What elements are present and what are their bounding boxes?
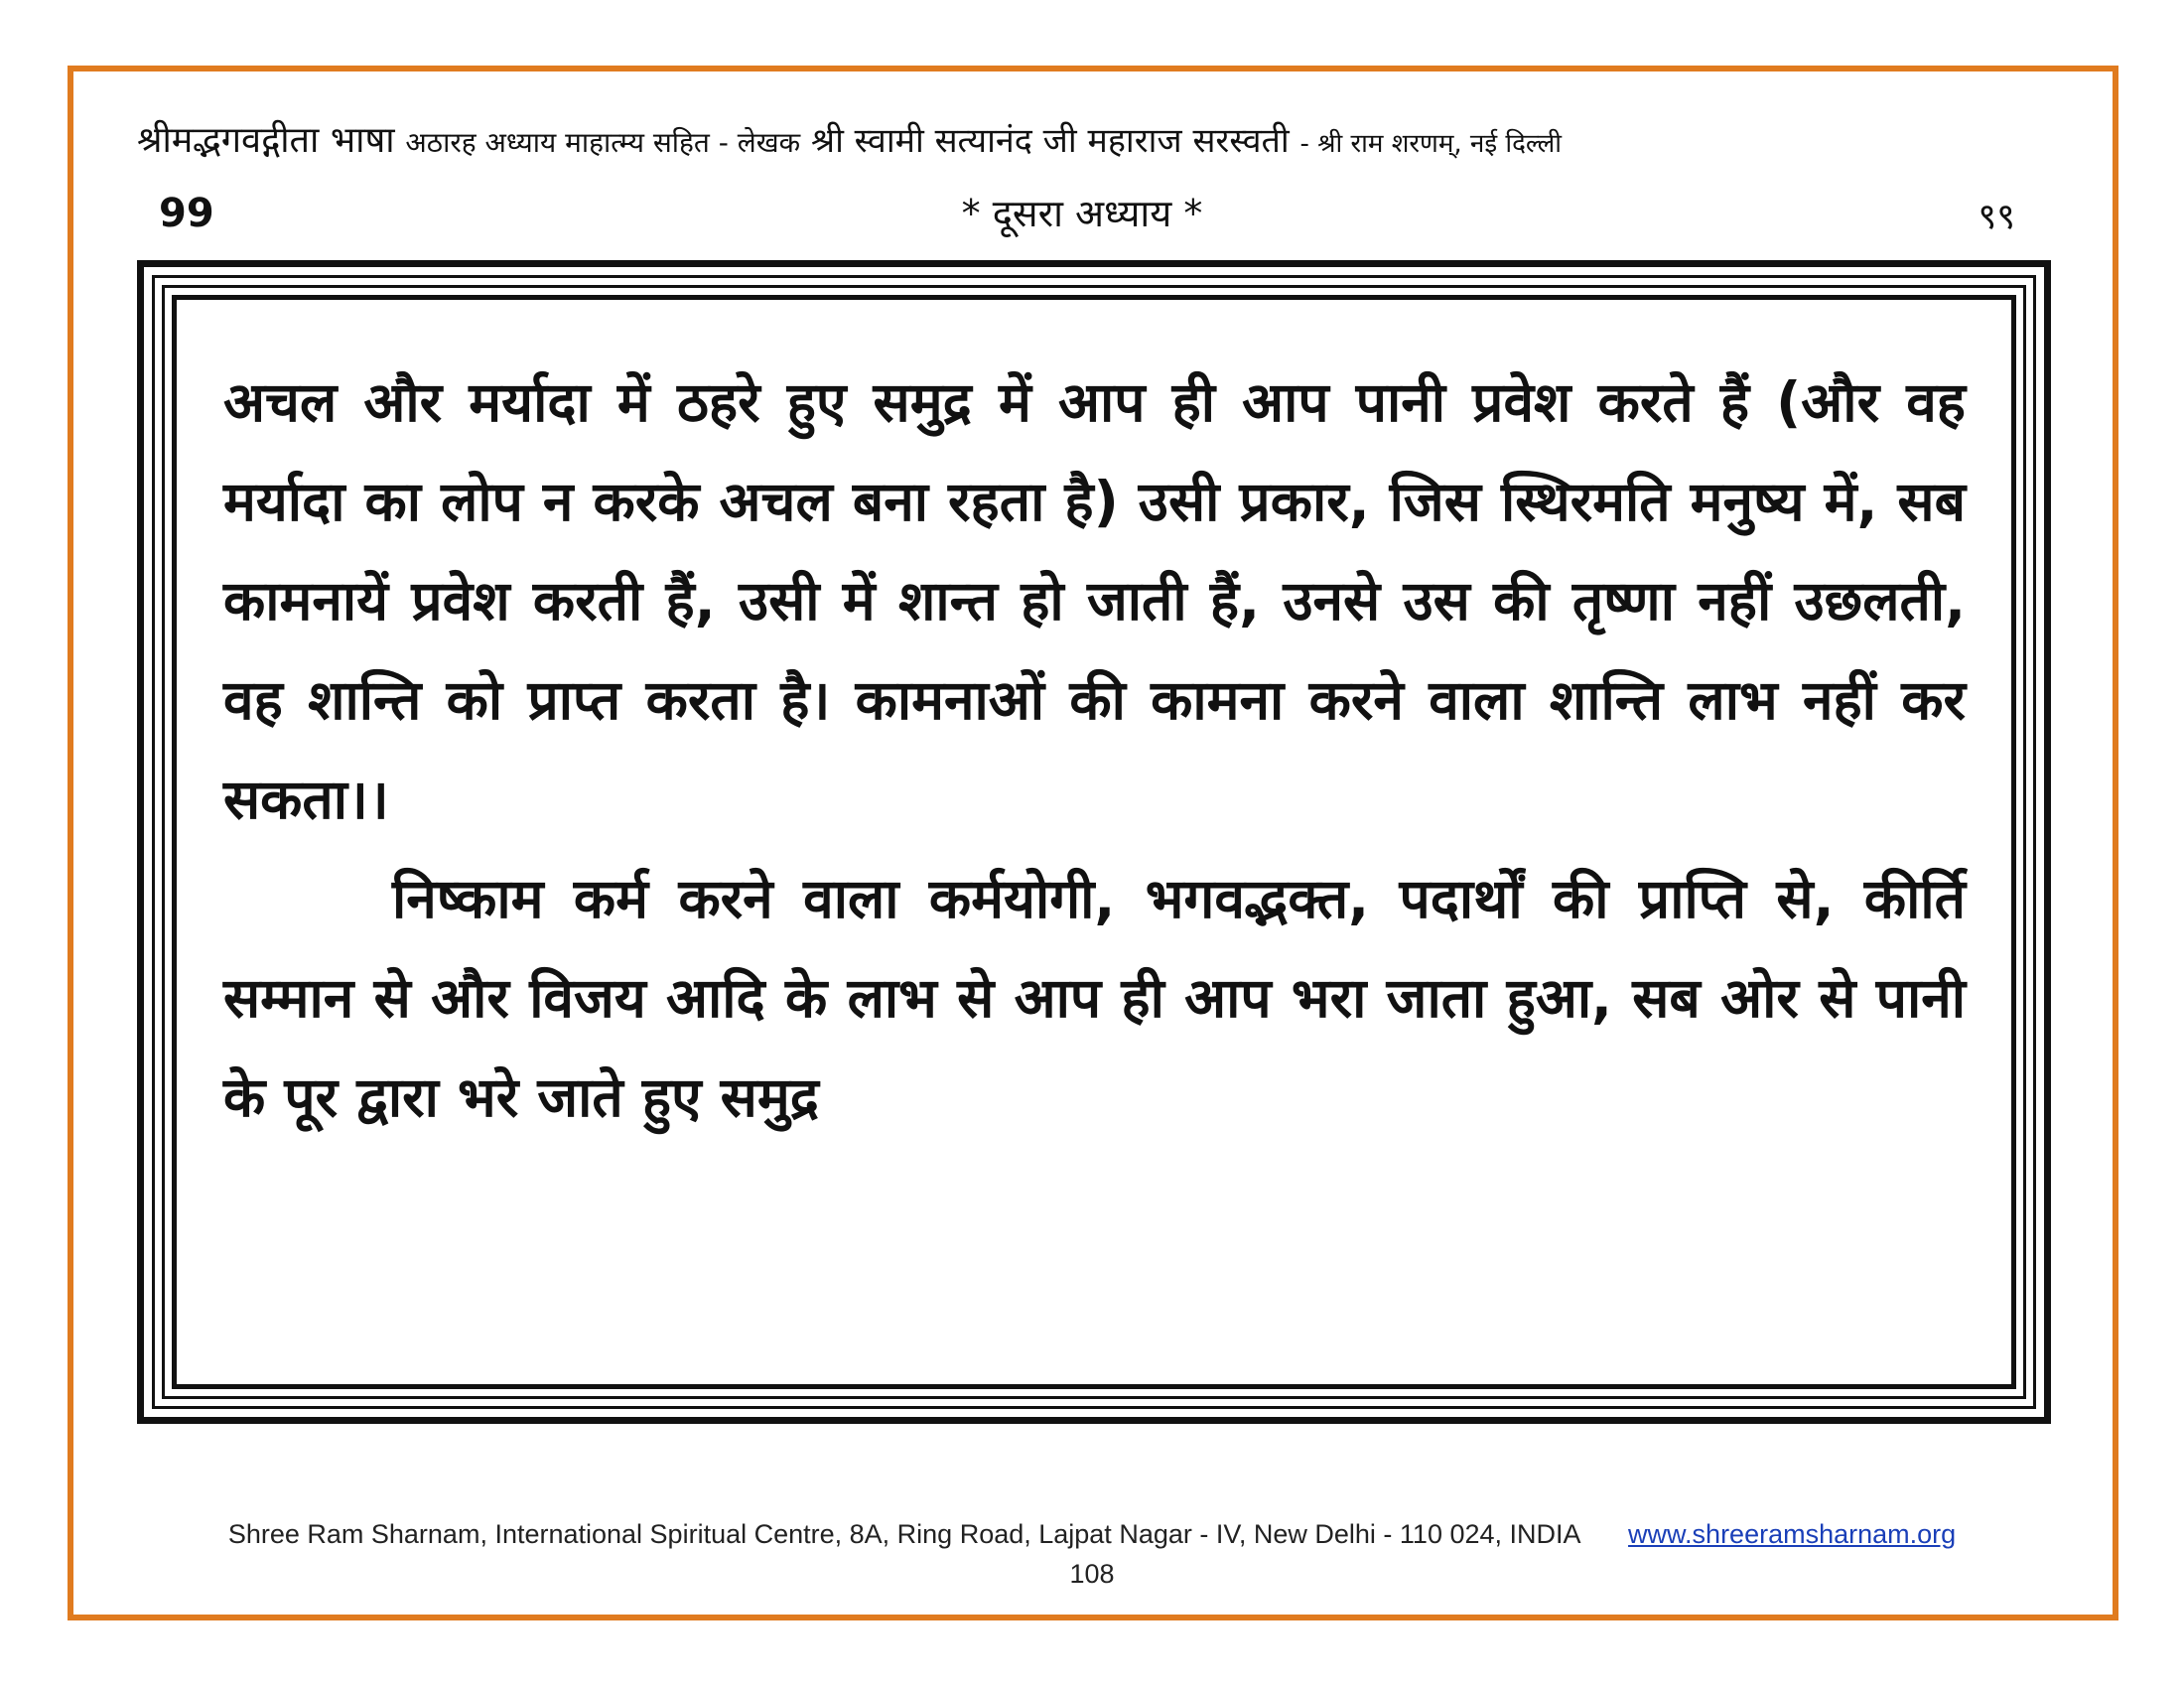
book-title: श्रीमद्भगवद्गीता भाषा bbox=[137, 120, 395, 161]
footer bbox=[0, 1519, 2184, 1550]
publisher-place: - श्री राम शरणम्, नई दिल्ली bbox=[1299, 129, 1562, 159]
paragraph-1: अचल और मर्यादा में ठहरे हुए समुद्र में आप ही आप पानी प्रवेश करते हैं (और वह मर्यादा का लोप न करके अचल बना रहता है) उसी प्रकार, जिस स्थिरमति मनुष्य में, सब कामनायें प्रवेश करती हैं, उसी में शान्त हो जाती हैं, उनसे उस की तृष्णा नहीं उछलती, वह शान्ति को प्राप्त करता है। कामनाओं की कामना करने वाला शान्ति लाभ नहीं कर सकता।। bbox=[223, 370, 1966, 831]
book-title-header bbox=[137, 119, 2063, 163]
book-subtitle: अठारह अध्याय माहात्म्य सहित - लेखक bbox=[405, 126, 801, 159]
website-link[interactable]: www.shreeramsharnam.org bbox=[1628, 1519, 1957, 1549]
footer-page-number: 108 bbox=[1069, 1559, 1115, 1589]
chapter-row bbox=[149, 187, 2015, 236]
book-author: श्री स्वामी सत्यानंद जी महाराज सरस्वती bbox=[811, 121, 1290, 161]
passage-text bbox=[223, 352, 1966, 1147]
page-number-left: 99 bbox=[159, 191, 214, 236]
paragraph-2: निष्काम कर्म करने वाला कर्मयोगी, भगवद्भक्त, पदार्थों की प्राप्ति से, कीर्ति सम्मान से और विजय आदि के लाभ से आप ही आप भरा जाता हुआ, सब ओर से पानी के पूर द्वारा भरे जाते हुए समुद्र bbox=[223, 867, 1966, 1129]
page-number-right: ९९ bbox=[1978, 197, 2015, 237]
footer-address: Shree Ram Sharnam, International Spiritual Centre, 8A, Ring Road, Lajpat Nagar - IV, New Delhi - 110 024, INDIA bbox=[227, 1519, 1581, 1549]
chapter-heading: * दूसरा अध्याय * bbox=[961, 192, 1203, 235]
